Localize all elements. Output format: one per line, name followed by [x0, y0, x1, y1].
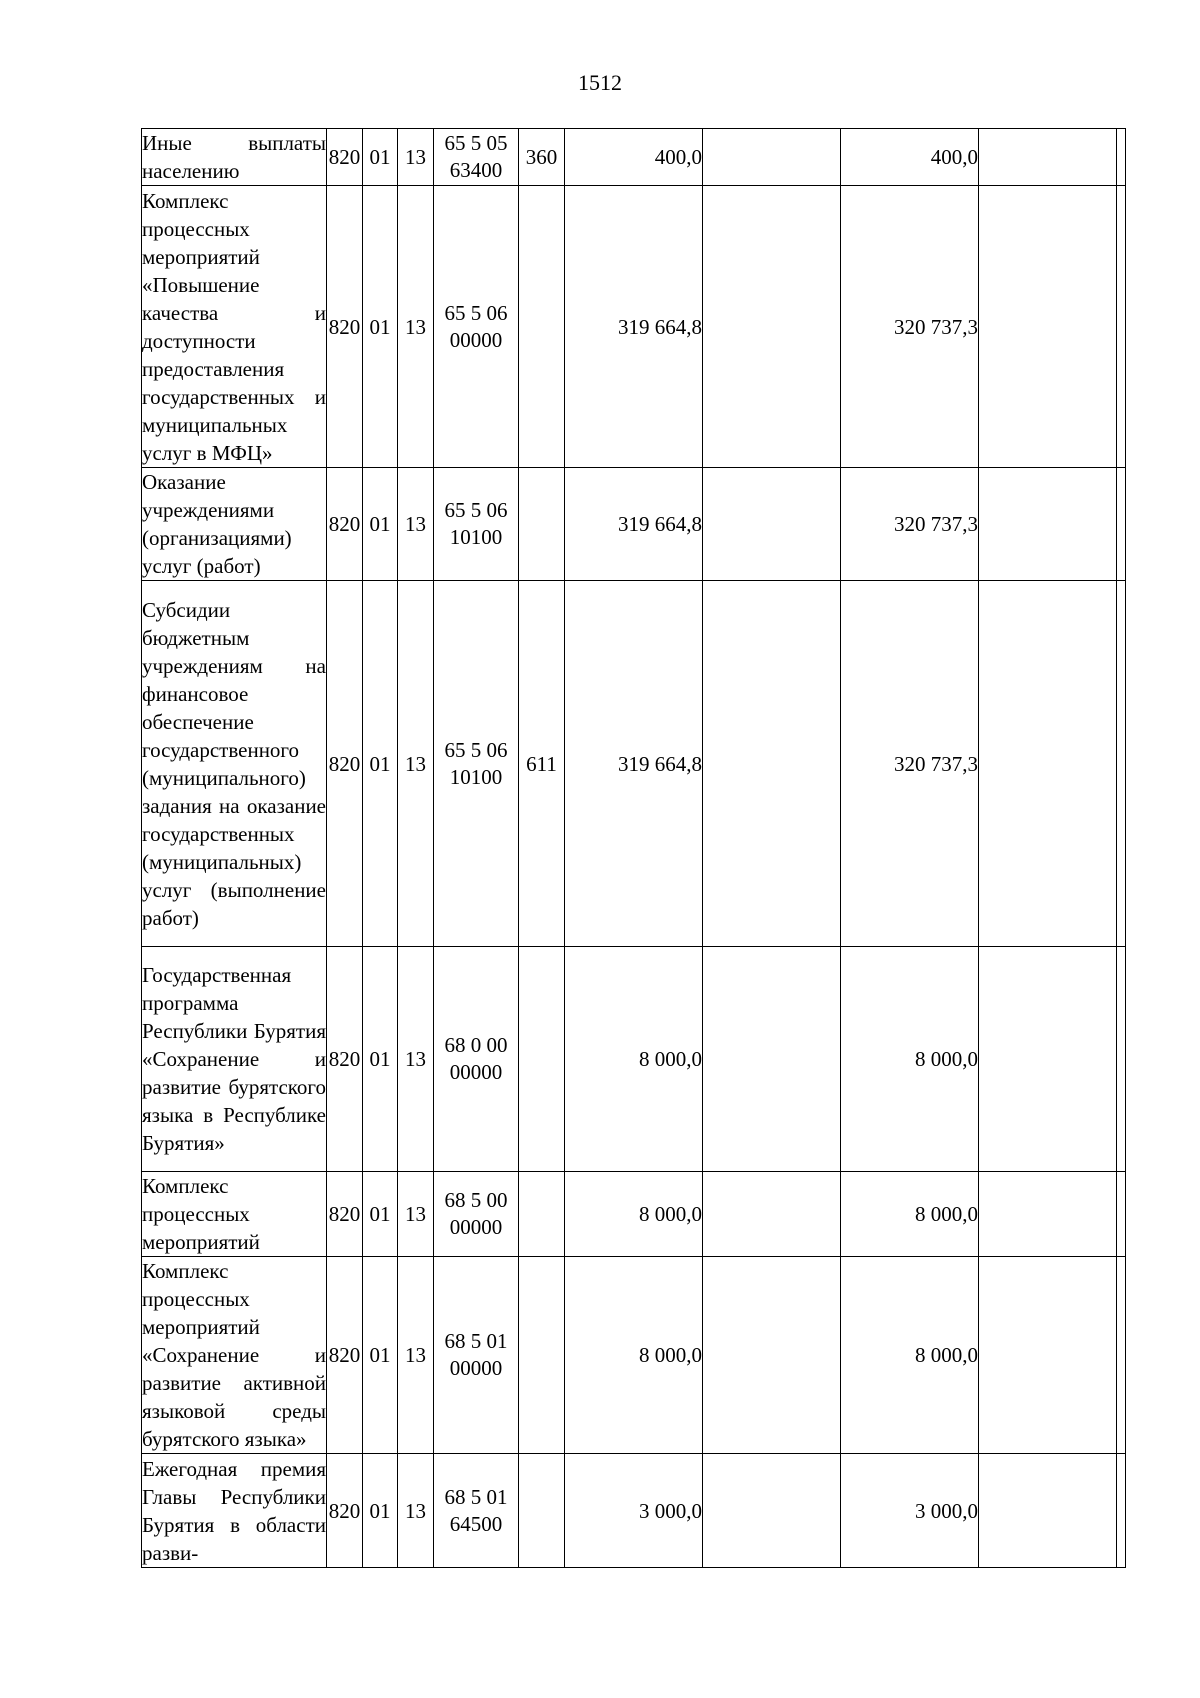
- amount-cell-4: [979, 581, 1117, 947]
- budget-table: [141, 128, 1126, 1568]
- expense-type-cell: [519, 468, 565, 581]
- target-article-cell: [434, 468, 519, 581]
- row-name-cell: Комплекс процессных мероприятий: [142, 1172, 327, 1257]
- amount-cell-3: 3 000,0: [841, 1454, 979, 1568]
- target-article-line2: 10100: [449, 525, 503, 549]
- target-article-line2: 10100: [449, 764, 503, 789]
- amount-cell-1: 400,0: [565, 129, 703, 186]
- amount-cell-1: 8 000,0: [565, 1257, 703, 1454]
- target-article-line2: 00000: [449, 327, 503, 352]
- expense-type-cell: [519, 1257, 565, 1454]
- ministry-code-cell: 820: [327, 468, 363, 581]
- subsection-code-cell: 13: [398, 468, 434, 581]
- target-article-line1: 65 5 06: [444, 498, 508, 522]
- expense-type-cell: [519, 947, 565, 1172]
- row-name-cell: Субсидии бюджетным учреждениям на финансовое обеспечение государственного (муниципального) задания на оказание государственных (муниципальных) услуг (выполнение работ): [142, 581, 327, 947]
- ministry-code-cell: 820: [327, 186, 363, 468]
- table-row: [142, 947, 1126, 1172]
- amount-cell-1: 8 000,0: [565, 1172, 703, 1257]
- row-name-cell: Государственная программа Республики Бурятия «Сохранение и развитие бурятского языка в Республике Бурятия»: [142, 947, 327, 1172]
- expense-type-cell: [519, 1454, 565, 1568]
- amount-cell-2: [703, 129, 841, 186]
- ministry-code-cell: 820: [327, 1172, 363, 1257]
- amount-cell-2: [703, 186, 841, 468]
- section-code-cell: 01: [363, 1454, 398, 1568]
- target-article-line2: 63400: [449, 158, 503, 182]
- expense-type-cell: 611: [519, 581, 565, 947]
- amount-cell-3: 320 737,3: [841, 581, 979, 947]
- row-name-cell: Комплекс процессных мероприятий «Сохранение и развитие активной языковой среды бурятского языка»: [142, 1257, 327, 1454]
- amount-cell-1: 319 664,8: [565, 581, 703, 947]
- target-article-line1: 65 5 05: [444, 131, 508, 155]
- amount-cell-1: 3 000,0: [565, 1454, 703, 1568]
- table-row: [142, 1454, 1126, 1568]
- amount-cell-2: [703, 1454, 841, 1568]
- subsection-code-cell: 13: [398, 186, 434, 468]
- subsection-code-cell: 13: [398, 581, 434, 947]
- table-row: [142, 468, 1126, 581]
- target-article-cell: [434, 581, 519, 947]
- amount-cell-3: 8 000,0: [841, 1172, 979, 1257]
- amount-cell-4: [979, 947, 1117, 1172]
- ministry-code-cell: 820: [327, 1257, 363, 1454]
- section-code-cell: 01: [363, 129, 398, 186]
- amount-cell-4: [979, 129, 1117, 186]
- target-article-cell: [434, 186, 519, 468]
- subsection-code-cell: 13: [398, 1257, 434, 1454]
- target-article-line2: 00000: [449, 1215, 503, 1239]
- amount-cell-2: [703, 947, 841, 1172]
- amount-cell-2: [703, 1257, 841, 1454]
- ministry-code-cell: 820: [327, 581, 363, 947]
- ministry-code-cell: 820: [327, 1454, 363, 1568]
- edge-cell: [1117, 1454, 1126, 1568]
- edge-cell: [1117, 1257, 1126, 1454]
- section-code-cell: 01: [363, 1172, 398, 1257]
- edge-cell: [1117, 129, 1126, 186]
- expense-type-cell: 360: [519, 129, 565, 186]
- amount-cell-3: 8 000,0: [841, 1257, 979, 1454]
- subsection-code-cell: 13: [398, 1454, 434, 1568]
- row-name-cell: Иные выплаты населению: [142, 129, 327, 186]
- row-name-cell: Оказание учреждениями (организациями) услуг (работ): [142, 468, 327, 581]
- target-article-line2: 00000: [449, 1356, 503, 1380]
- edge-cell: [1117, 1172, 1126, 1257]
- amount-cell-1: 8 000,0: [565, 947, 703, 1172]
- section-code-cell: 01: [363, 468, 398, 581]
- target-article-cell: [434, 1257, 519, 1454]
- section-code-cell: 01: [363, 1257, 398, 1454]
- amount-cell-4: [979, 1257, 1117, 1454]
- expense-type-cell: [519, 1172, 565, 1257]
- amount-cell-2: [703, 581, 841, 947]
- amount-cell-1: 319 664,8: [565, 186, 703, 468]
- edge-cell: [1117, 947, 1126, 1172]
- target-article-line2: 00000: [449, 1060, 503, 1084]
- target-article-cell: [434, 1172, 519, 1257]
- row-name-cell: Комплекс процессных мероприятий «Повышение качества и доступности предоставления государственных и муниципальных услуг в МФЦ»: [142, 186, 327, 468]
- subsection-code-cell: 13: [398, 947, 434, 1172]
- amount-cell-4: [979, 468, 1117, 581]
- target-article-cell: [434, 947, 519, 1172]
- target-article-line1: 68 5 01: [444, 1329, 508, 1353]
- target-article-line1: 68 5 01: [444, 1484, 508, 1509]
- target-article-line1: 68 5 00: [444, 1188, 508, 1212]
- amount-cell-4: [979, 1454, 1117, 1568]
- target-article-line1: 68 0 00: [444, 1033, 508, 1057]
- amount-cell-2: [703, 468, 841, 581]
- amount-cell-3: 320 737,3: [841, 468, 979, 581]
- amount-cell-4: [979, 186, 1117, 468]
- target-article-line1: 65 5 06: [444, 737, 508, 762]
- ministry-code-cell: 820: [327, 129, 363, 186]
- subsection-code-cell: 13: [398, 1172, 434, 1257]
- row-name-cell: Ежегодная премия Главы Республики Бурятия в области разви-: [142, 1454, 327, 1568]
- amount-cell-2: [703, 1172, 841, 1257]
- table-row: [142, 581, 1126, 947]
- expense-type-cell: [519, 186, 565, 468]
- table-row: [142, 1172, 1126, 1257]
- target-article-line2: 64500: [449, 1511, 503, 1536]
- target-article-cell: [434, 1454, 519, 1568]
- target-article-line1: 65 5 06: [444, 300, 508, 325]
- amount-cell-3: 400,0: [841, 129, 979, 186]
- amount-cell-3: 320 737,3: [841, 186, 979, 468]
- target-article-cell: [434, 129, 519, 186]
- section-code-cell: 01: [363, 581, 398, 947]
- page-number: 1512: [578, 70, 622, 95]
- table-row: [142, 129, 1126, 186]
- section-code-cell: 01: [363, 947, 398, 1172]
- edge-cell: [1117, 581, 1126, 947]
- section-code-cell: 01: [363, 186, 398, 468]
- amount-cell-1: 319 664,8: [565, 468, 703, 581]
- edge-cell: [1117, 468, 1126, 581]
- amount-cell-3: 8 000,0: [841, 947, 979, 1172]
- table-row: [142, 1257, 1126, 1454]
- subsection-code-cell: 13: [398, 129, 434, 186]
- ministry-code-cell: 820: [327, 947, 363, 1172]
- table-row: [142, 186, 1126, 468]
- edge-cell: [1117, 186, 1126, 468]
- amount-cell-4: [979, 1172, 1117, 1257]
